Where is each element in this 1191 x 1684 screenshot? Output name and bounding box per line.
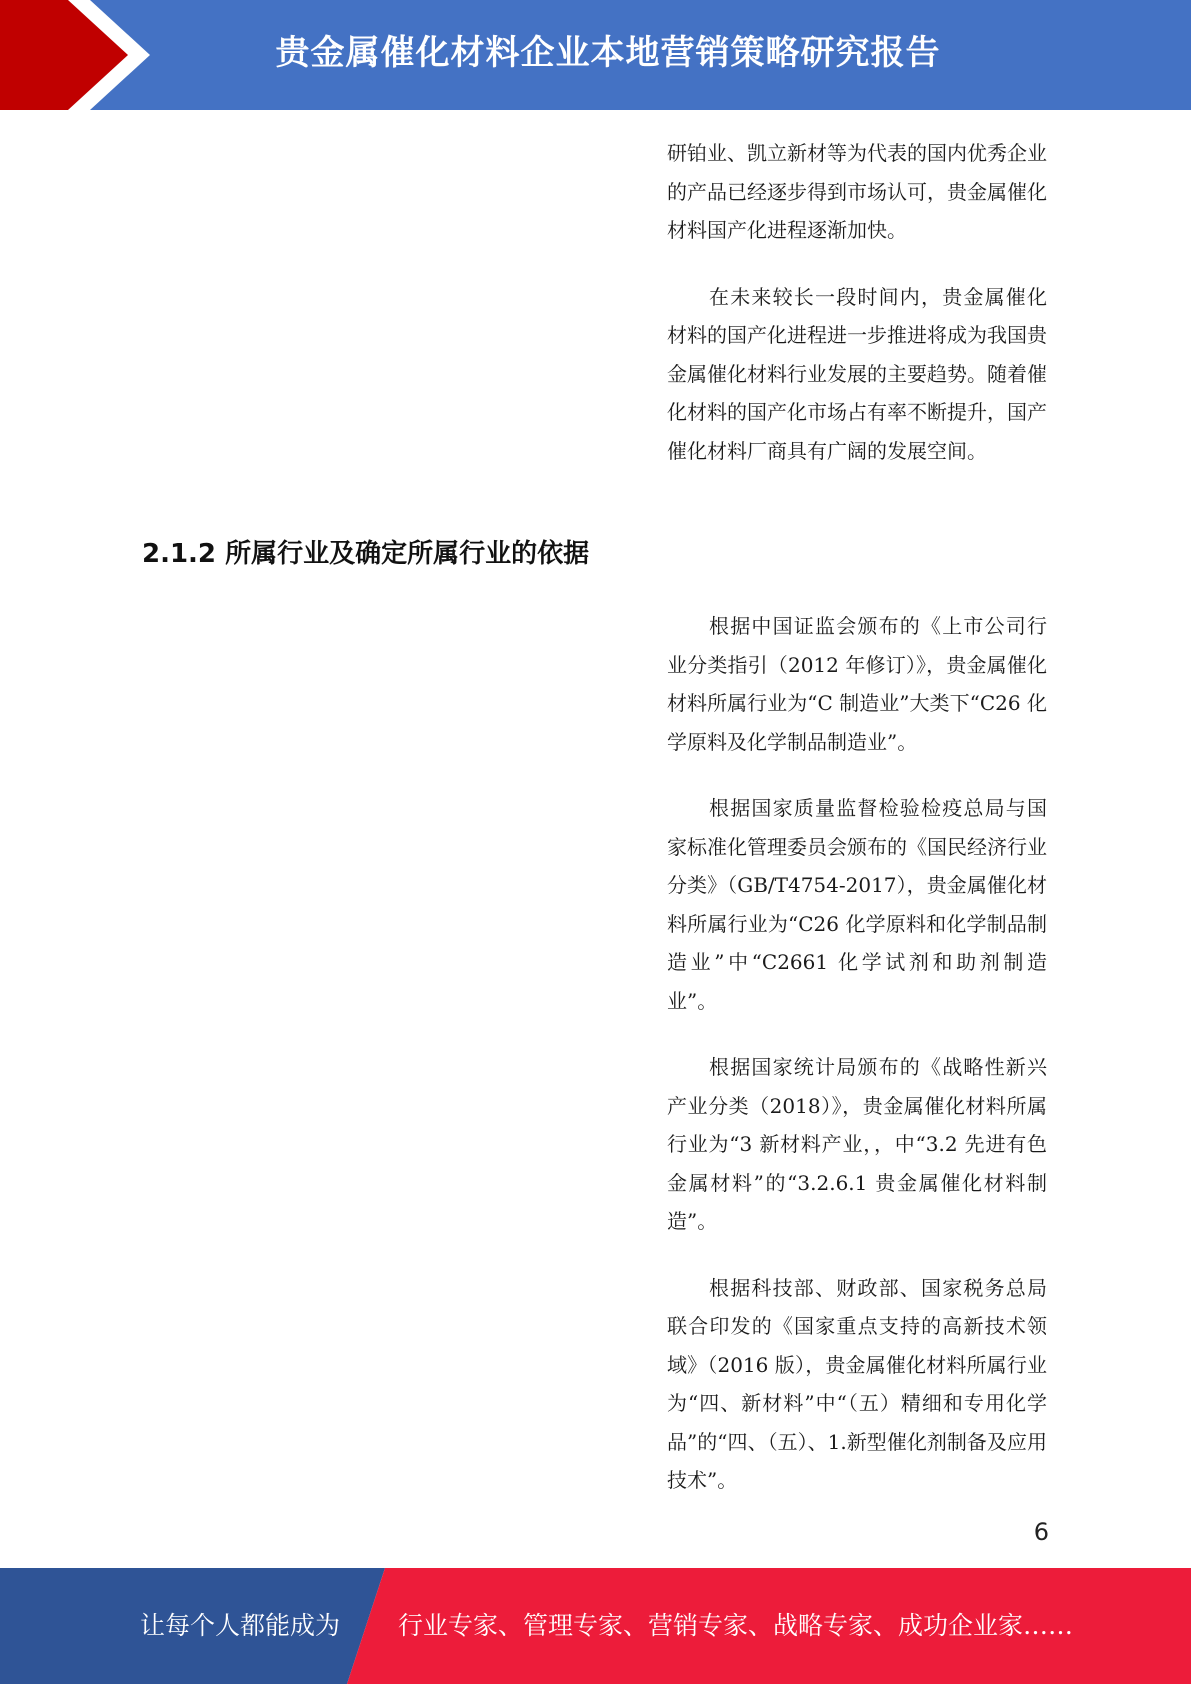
header-arrow-decoration [0, 0, 150, 110]
paragraph: 根据中国证监会颁布的《上市公司行业分类指引（2012 年修订）》，贵金属催化材料所属行业为“C 制造业”大类下“C26 化学原料及化学制品制造业”。 [667, 614, 1047, 754]
top-text-block [667, 134, 1047, 470]
page-number: 6 [1033, 1518, 1049, 1546]
page-footer [0, 1568, 1191, 1684]
bottom-text-block [667, 607, 1047, 1500]
footer-slogan-right: 行业专家、管理专家、营销专家、战略专家、成功企业家…… [398, 1611, 1074, 1640]
paragraph: 根据国家质量监督检验检疫总局与国家标准化管理委员会颁布的《国民经济行业分类》（GB/T4754-2017），贵金属催化材料所属行业为“C26 化学原料和化学制品制造业”中“C2661 化学试剂和助剂制造业”。 [667, 796, 1047, 1013]
section-heading: 2.1.2 所属行业及确定所属行业的依据 [142, 539, 590, 569]
report-title: 贵金属催化材料企业本地营销策略研究报告 [275, 33, 941, 73]
page-header [0, 0, 1191, 110]
paragraph: 根据国家统计局颁布的《战略性新兴产业分类（2018）》，贵金属催化材料所属行业为“3 新材料产业，，中“3.2 先进有色金属材料”的“3.2.6.1 贵金属催化材料制造”。 [667, 1055, 1047, 1233]
footer-slogan-left: 让每个人都能成为 [139, 1611, 340, 1640]
paragraph: 研铂业、凯立新材等为代表的国内优秀企业的产品已经逐步得到市场认可，贵金属催化材料国产化进程逐渐加快。 [667, 141, 1047, 242]
paragraph: 在未来较长一段时间内，贵金属催化材料的国产化进程进一步推进将成为我国贵金属催化材料行业发展的主要趋势。随着催化材料的国产化市场占有率不断提升，国产催化材料厂商具有广阔的发展空间。 [667, 284, 1047, 463]
paragraph: 根据科技部、财政部、国家税务总局联合印发的《国家重点支持的高新技术领域》（2016 版），贵金属催化材料所属行业为“四、新材料”中“（五）精细和专用化学品”的“四、（五）、1.新型催化剂制备及应用技术”。 [667, 1275, 1047, 1492]
